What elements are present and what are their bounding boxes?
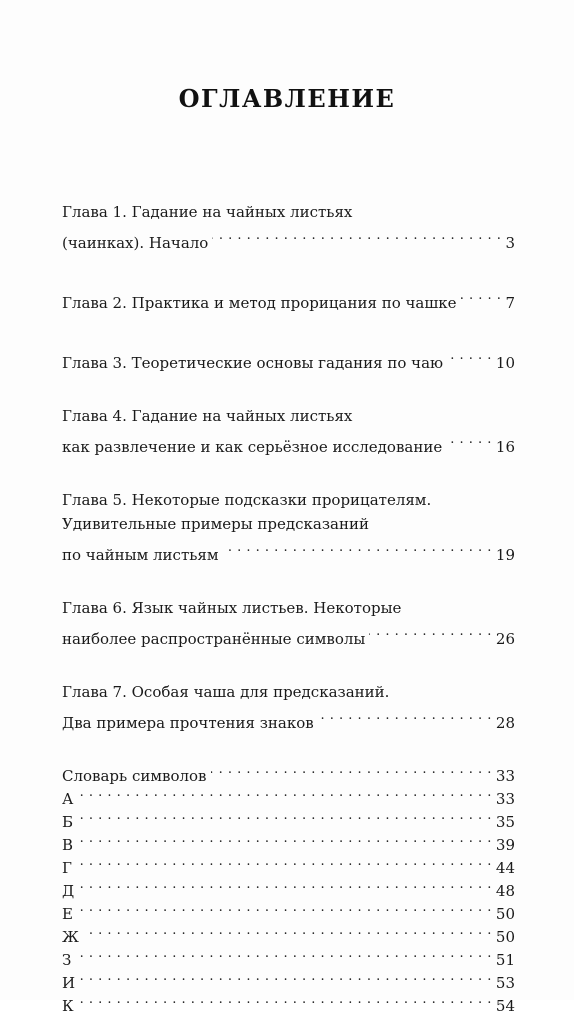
- page-number: 35: [495, 813, 515, 831]
- toc-entry[interactable]: [62, 488, 515, 564]
- page-number: 50: [495, 928, 515, 946]
- dictionary-entry-label: Г: [62, 859, 72, 877]
- toc-entry-text: наиболее распространённые символы: [62, 630, 366, 648]
- page-number: 53: [495, 974, 515, 992]
- dictionary-list: [62, 758, 515, 1015]
- page-number: 16: [495, 438, 515, 456]
- dictionary-entry-label: Б: [62, 813, 74, 831]
- page-number: 26: [495, 630, 515, 648]
- dot-leader: [77, 804, 492, 827]
- toc-entry-text: Глава 5. Некоторые подсказки прорицателям.: [62, 491, 432, 509]
- page-number: 44: [495, 859, 515, 877]
- dot-leader: [77, 781, 492, 804]
- dot-leader: [447, 344, 492, 368]
- toc-entry[interactable]: [62, 596, 515, 648]
- chapter-list: [62, 200, 515, 732]
- dot-leader: [211, 758, 492, 781]
- dictionary-letter-entry[interactable]: [62, 965, 515, 992]
- dot-leader: [83, 919, 492, 942]
- toc-entry-text: как развлечение и как серьёзное исследование: [62, 438, 443, 456]
- toc-entry-last-line: [62, 284, 515, 312]
- toc-entry[interactable]: [62, 344, 515, 372]
- dictionary-letter-entry[interactable]: [62, 804, 515, 831]
- toc-entry-last-line: [62, 224, 515, 252]
- toc-entry[interactable]: [62, 404, 515, 456]
- dictionary-entry-label: Ж: [62, 928, 79, 946]
- toc-entry-last-line: [62, 704, 515, 732]
- dot-leader: [318, 704, 492, 728]
- dictionary-letter-entry[interactable]: [62, 919, 515, 946]
- dictionary-entry-label: Е: [62, 905, 73, 923]
- dictionary-entry-label: З: [62, 951, 72, 969]
- page-number: 54: [495, 997, 515, 1015]
- page-number: 39: [495, 836, 515, 854]
- dictionary-entry-label: К: [62, 997, 74, 1015]
- toc-entry-text: Глава 1. Гадание на чайных листьях: [62, 203, 353, 221]
- dot-leader: [78, 873, 492, 896]
- toc-entry[interactable]: [62, 200, 515, 252]
- dictionary-letter-entry[interactable]: [62, 781, 515, 808]
- page-number: 19: [495, 546, 515, 564]
- dictionary-letter-entry[interactable]: [62, 827, 515, 854]
- toc-entry[interactable]: [62, 284, 515, 312]
- dictionary-entry-label: В: [62, 836, 74, 854]
- table-of-contents: [62, 200, 515, 1015]
- toc-entry-text: Глава 4. Гадание на чайных листьях: [62, 407, 353, 425]
- dot-leader: [369, 620, 492, 644]
- dot-leader: [76, 850, 492, 873]
- dictionary-entry-label: И: [62, 974, 76, 992]
- page-title: ОГЛАВЛЕНИЕ: [178, 84, 396, 113]
- toc-entry-last-line: [62, 536, 515, 564]
- page-number: 51: [495, 951, 515, 969]
- dot-leader: [461, 284, 502, 308]
- page-number: 3: [505, 234, 515, 252]
- toc-entry-text: (чаинках). Начало: [62, 234, 209, 252]
- page-number: 33: [495, 767, 515, 785]
- toc-entry-last-line: [62, 620, 515, 648]
- toc-entry-text: Глава 3. Теоретические основы гадания по чаю: [62, 354, 444, 372]
- dictionary-letter-entry[interactable]: [62, 873, 515, 900]
- toc-entry-text: Глава 7. Особая чаша для предсказаний.: [62, 683, 390, 701]
- dictionary-letter-entry[interactable]: [62, 942, 515, 969]
- page-number: 10: [495, 354, 515, 372]
- dot-leader: [79, 965, 492, 988]
- dot-leader: [446, 428, 492, 452]
- dictionary-heading-entry[interactable]: [62, 758, 515, 785]
- page-number: 28: [495, 714, 515, 732]
- dictionary-letter-entry[interactable]: [62, 896, 515, 923]
- page-number: 48: [495, 882, 515, 900]
- page-number: 7: [505, 294, 515, 312]
- dictionary-entry-label: Д: [62, 882, 75, 900]
- dot-leader: [223, 536, 492, 560]
- toc-entry-text: Удивительные примеры предсказаний: [62, 515, 369, 533]
- toc-entry-last-line: [62, 428, 515, 456]
- toc-entry-text: по чайным листьям: [62, 546, 219, 564]
- page-number: 33: [495, 790, 515, 808]
- dictionary-entry-label: Словарь символов: [62, 767, 207, 785]
- toc-entry[interactable]: [62, 680, 515, 732]
- toc-entry-text: Глава 2. Практика и метод прорицания по чашке: [62, 294, 457, 312]
- dictionary-entry-label: А: [62, 790, 74, 808]
- toc-entry-last-line: [62, 344, 515, 372]
- dot-leader: [212, 224, 501, 248]
- dictionary-letter-entry[interactable]: [62, 850, 515, 877]
- dot-leader: [77, 896, 492, 919]
- dot-leader: [75, 942, 492, 965]
- page-number: 50: [495, 905, 515, 923]
- toc-entry-text: Два примера прочтения знаков: [62, 714, 314, 732]
- toc-entry-text: Глава 6. Язык чайных листьев. Некоторые: [62, 599, 402, 617]
- dot-leader: [77, 827, 492, 850]
